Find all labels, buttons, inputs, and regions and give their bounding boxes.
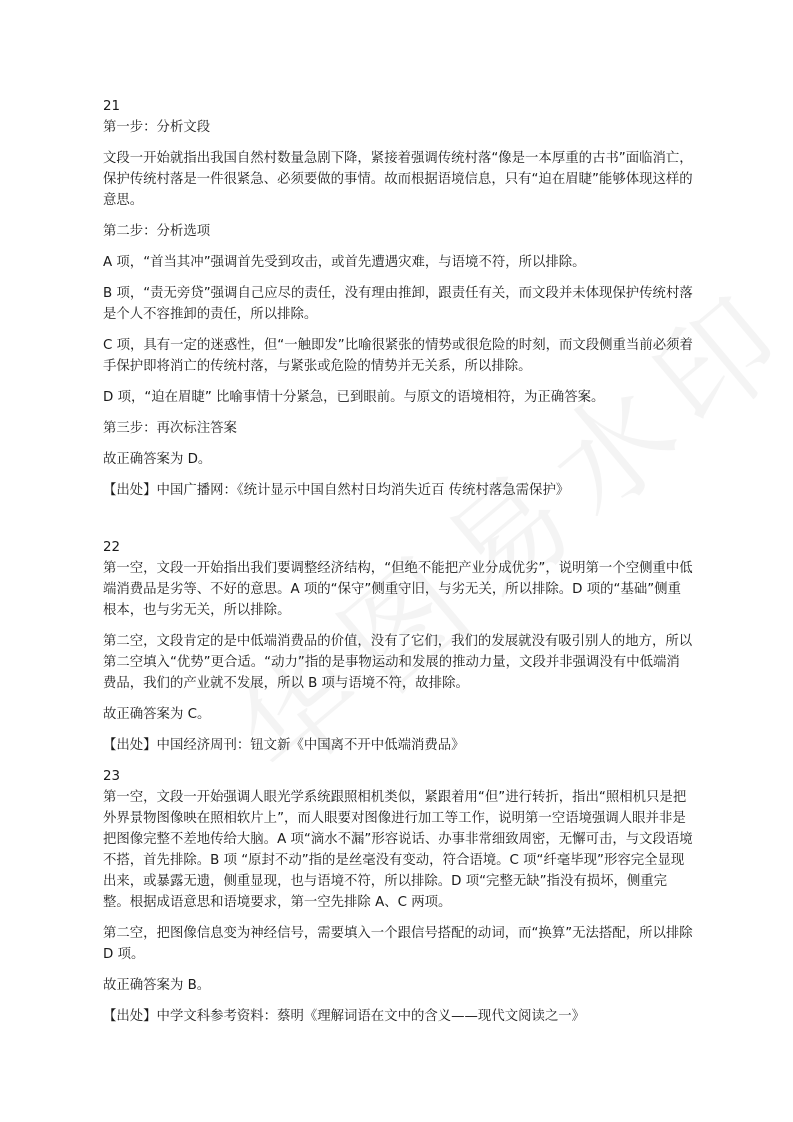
option-d-analysis: D 项，“迫在眉睫” 比喻事情十分紧急，已到眼前。与原文的语境相符，为正确答案。	[103, 390, 605, 405]
source-line: 【出处】中国经济周刊：钮文新《中国离不开中低端消费品》	[103, 738, 465, 753]
paragraph: 文段一开始就指出我国自然村数量急剧下降，紧接着强调传统村落“像是一本厚重的古书”面临消亡，保护传统村落是一件很紧急、必须要做的事情。故而根据语境信息，只有“迫在眉睫”能够体现这样的意思。	[103, 151, 693, 208]
question-23	[103, 766, 693, 1027]
question-number: 21	[103, 99, 121, 114]
question-number: 22	[103, 540, 121, 555]
question-number: 23	[103, 769, 121, 784]
paragraph: 第一空，文段一开始强调人眼光学系统跟照相机类似，紧跟着用“但”进行转折，指出“照相机只是把外界景物图像映在照相软片上”，而人眼要对图像进行加工等工作，说明第一空语境强调人眼并非是把图像完整不差地传给大脑。A 项“滴水不漏”形容说话、办事非常细致周密，无懈可击，与文段语境不搭，首先排除。B 项 “原封不动”指的是丝毫没有变动，符合语境。C 项“纤毫毕现”形容完全显现出来，或暴露无遗，侧重显现，也与语境不符，所以排除。D 项“完整无缺”指没有损坏，侧重完整。根据成语意思和语境要求，第一空先排除 A、C 两项。	[103, 790, 693, 910]
paragraph: 第一空，文段一开始指出我们要调整经济结构，“但绝不能把产业分成优劣”，说明第一个空侧重中低端消费品是劣等、不好的意思。A 项的“保守”侧重守旧，与劣无关，所以排除。D 项的“基础”侧重根本，也与劣无关，所以排除。	[103, 561, 693, 618]
paragraph: 第二空，文段肯定的是中低端消费品的价值，没有了它们，我们的发展就没有吸引别人的地方，所以第二空填入“优势”更合适。“动力”指的是事物运动和发展的推动力量，文段并非强调没有中低端消费品，我们的产业就不发展，所以 B 项与语境不符，故排除。	[103, 634, 693, 691]
option-c-analysis: C 项，具有一定的迷惑性，但“一触即发”比喻很紧张的情势或很危险的时刻，而文段侧重当前必须着手保护即将消亡的传统村落，与紧张或危险的情势并无关系，所以排除。	[103, 338, 693, 374]
option-b-analysis: B 项，“责无旁贷”强调自己应尽的责任，没有理由推卸，跟责任有关，而文段并未体现保护传统村落是个人不容推卸的责任，所以排除。	[103, 286, 693, 322]
question-22	[103, 537, 693, 756]
question-21	[103, 96, 693, 501]
option-a-analysis: A 项，“首当其冲”强调首先受到攻击，或首先遭遇灾难，与语境不符，所以排除。	[103, 255, 586, 270]
step-heading: 第三步：再次标注答案	[103, 421, 237, 436]
answer-line: 故正确答案为 B。	[103, 978, 211, 993]
step-heading: 第二步：分析选项	[103, 224, 211, 239]
paragraph: 第二空，把图像信息变为神经信号，需要填入一个跟信号搭配的动词，而“换算”无法搭配，所以排除 D 项。	[103, 926, 693, 962]
document-page	[103, 96, 693, 1027]
step-heading: 第一步：分析文段	[103, 120, 211, 135]
answer-line: 故正确答案为 D。	[103, 452, 212, 467]
answer-line: 故正确答案为 C。	[103, 707, 211, 722]
source-line: 【出处】中学文科参考资料：蔡明《理解词语在文中的含义——现代文阅读之一》	[103, 1009, 586, 1024]
source-line: 【出处】中国广播网：《统计显示中国自然村日均消失近百 传统村落急需保护》	[103, 483, 570, 498]
